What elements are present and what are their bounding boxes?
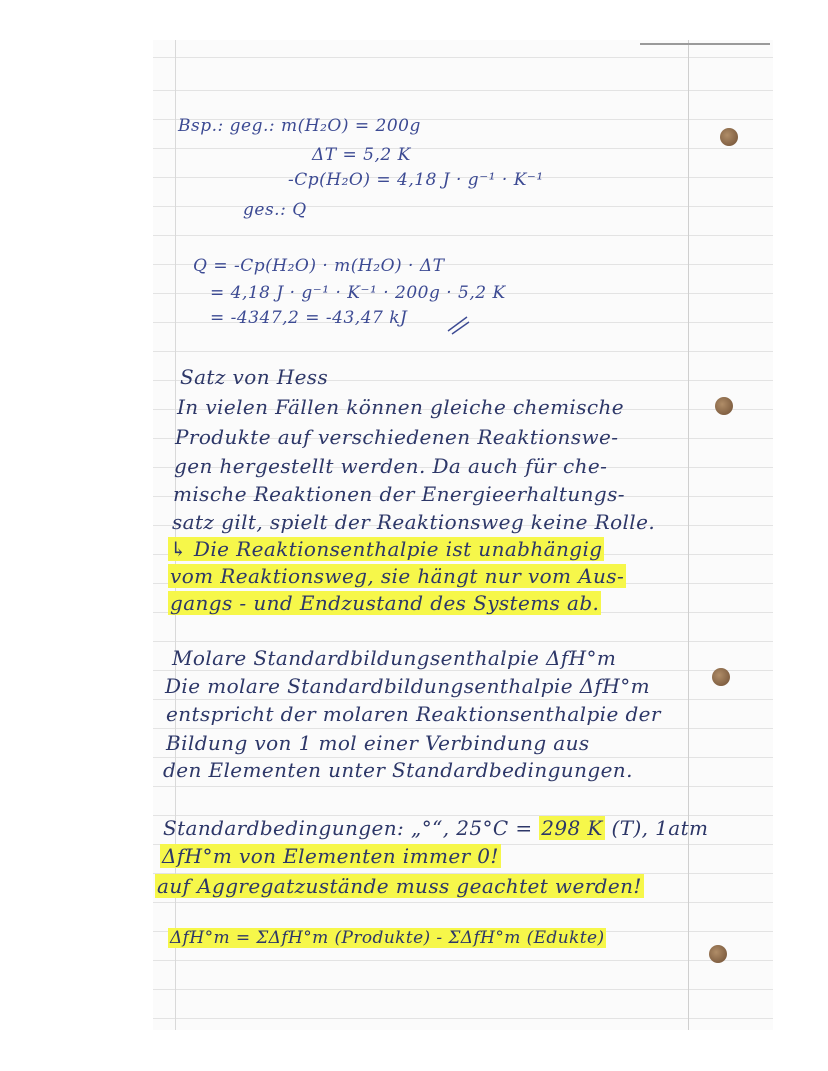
hess-line-5: satz gilt, spielt der Reaktionsweg keine Rolle. xyxy=(172,510,656,534)
hess-line-1: In vielen Fällen können gleiche chemische xyxy=(177,395,625,419)
example-sought: ges.: Q xyxy=(243,200,307,220)
hess-title: Satz von Hess xyxy=(180,365,329,389)
example-given-mass: Bsp.: geg.: m(H₂O) = 200g xyxy=(178,116,421,136)
calc-formula: Q = -Cp(H₂O) · m(H₂O) · ΔT xyxy=(193,256,445,276)
hess-highlight-1: ↳ Die Reaktionsenthalpie ist unabhängig xyxy=(170,537,603,561)
molar-line-3: Bildung von 1 mol einer Verbindung aus xyxy=(166,731,590,755)
molar-line-1: Die molare Standardbildungsenthalpie ΔfH°m xyxy=(165,674,650,698)
double-underline-mark xyxy=(445,313,471,335)
standard-conditions: Standardbedingungen: „°“, 25°C = 298 K (T), 1atm xyxy=(163,816,709,840)
hess-highlight-3: gangs - und Endzustand des Systems ab. xyxy=(170,591,600,615)
elements-zero-note: ΔfH°m von Elementen immer 0! xyxy=(162,844,499,868)
punch-hole-1 xyxy=(720,128,738,146)
calc-result: = -4347,2 = -43,47 kJ xyxy=(210,308,408,328)
aggregate-state-note: auf Aggregatzustände muss geachtet werden! xyxy=(157,874,642,898)
punch-hole-3 xyxy=(712,668,730,686)
example-given-cp: -Cp(H₂O) = 4,18 J · g⁻¹ · K⁻¹ xyxy=(288,170,544,190)
molar-line-2: entspricht der molaren Reaktionsenthalpie der xyxy=(166,702,661,726)
right-margin-line xyxy=(688,40,689,1030)
example-given-delta-t: ΔT = 5,2 K xyxy=(312,145,411,165)
punch-hole-2 xyxy=(715,397,733,415)
hess-line-3: gen hergestellt werden. Da auch für che- xyxy=(174,454,608,478)
molar-title: Molare Standardbildungsenthalpie ΔfH°m xyxy=(172,646,617,670)
calc-substitution: = 4,18 J · g⁻¹ · K⁻¹ · 200g · 5,2 K xyxy=(210,283,506,303)
hess-line-2: Produkte auf verschiedenen Reaktionswe- xyxy=(175,425,619,449)
molar-line-4: den Elementen unter Standardbedingungen. xyxy=(163,758,633,782)
top-pencil-stroke xyxy=(640,43,770,45)
enthalpy-formula: ΔfH°m = ΣΔfH°m (Produkte) - ΣΔfH°m (Edukte) xyxy=(170,928,605,948)
kelvin-highlight: 298 K xyxy=(541,816,603,840)
hess-highlight-2: vom Reaktionsweg, sie hängt nur vom Aus- xyxy=(170,564,625,588)
punch-hole-4 xyxy=(709,945,727,963)
hess-line-4: mische Reaktionen der Energieerhaltungs- xyxy=(173,482,625,506)
